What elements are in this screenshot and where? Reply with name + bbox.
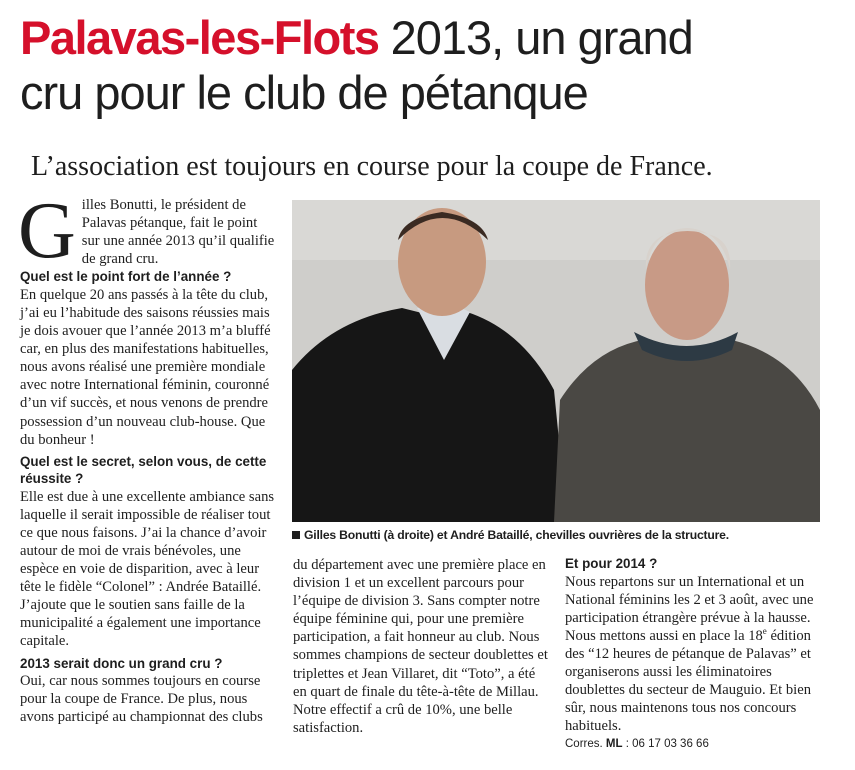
answer-4-part2: édition des “12 heures de pétanque de Palavas” et organiserons aussi les éliminatoires doublettes du secteur de Mauguio. Et bien sûr, nous maintenons tous nos concours habituels. (565, 627, 812, 735)
caption-text: Gilles Bonutti (à droite) et André Bataillé, chevilles ouvrières de la structure. (304, 528, 729, 542)
corres-phone: : 06 17 03 36 66 (622, 738, 709, 751)
corres-label: Corres. (565, 738, 603, 751)
intro-text: illes Bonutti, le président de Palavas pétanque, fait le point sur une année 2013 qu’il qualifie de grand cru. (81, 197, 275, 268)
article-photo (292, 200, 820, 522)
question-4: Et pour 2014 ? (565, 556, 658, 571)
caption-square-icon (292, 531, 300, 539)
headline-line2: cru pour le club de pétanque (20, 66, 588, 119)
answer-4-sup: e (762, 625, 767, 636)
article-column-2 (293, 556, 551, 737)
photo-two-men (292, 200, 820, 522)
headline (20, 10, 840, 120)
correspondent-credit (565, 735, 825, 753)
answer-2: Elle est due à une excellente ambiance sans laquelle il serait impossible de réaliser tout ce que nous faisons. J’ai la chance d’avoir autour de moi de vrais bénévoles, une espèce en voie de disparition, avec à leur tête le fidèle “Colonel” : Andrée Bataillé. J’ajoute que le soutien sans faille de la municipalité a également une importance capitale. (20, 488, 275, 650)
question-1: Quel est le point fort de l’année ? (20, 269, 232, 285)
answer-4 (565, 573, 825, 736)
answer-3: Oui, car nous sommes toujours en course pour la coupe de France. De plus, nous avons participé au championnat des clubs (20, 673, 263, 726)
question-2: Quel est le secret, selon vous, de cette réussite ? (20, 453, 267, 487)
subheadline: L’association est toujours en course pour la coupe de France. (31, 151, 713, 182)
answer-4-part1: Nous repartons sur un International et un National féminins les 2 et 3 août, avec une participation étrangère prévue à la hausse. Nous mettons aussi en place la 18 (565, 573, 814, 644)
photo-caption (292, 527, 832, 543)
headline-line1-rest: 2013, un grand (378, 11, 693, 64)
question-3: 2013 serait donc un grand cru ? (20, 655, 223, 671)
drop-cap: G (18, 187, 76, 275)
article-column-1 (18, 187, 276, 726)
column-2-text: du département avec une première place en division 1 et un excellent parcours pour l’équipe de division 3. Sans compter notre équipe féminine qui, pour une première participation, a fait honneur au club. Nous sommes champions de secteur doublettes et triplettes et Jean Villaret, dit “Toto”, a été en quart de finale du tête-à-tête de Millau. Notre effectif a crû de 10%, une belle satisfaction. (293, 557, 548, 736)
answer-1: En quelque 20 ans passés à la tête du club, j’ai eu l’habitude des saisons réussies mais je dois avouer que l’année 2013 m’a bluffé car, en plus des manifestations habituelles, nous avons réalisé une première mondiale avec notre International féminin, couronné d’un vif succès, et nous venons de prendre possession d’un nouveau club-house. Que du bonheur ! (20, 286, 271, 448)
intro-paragraph (18, 187, 276, 275)
corres-name: ML (605, 738, 623, 751)
headline-place: Palavas-les-Flots (20, 11, 379, 64)
article-column-3 (565, 555, 825, 753)
